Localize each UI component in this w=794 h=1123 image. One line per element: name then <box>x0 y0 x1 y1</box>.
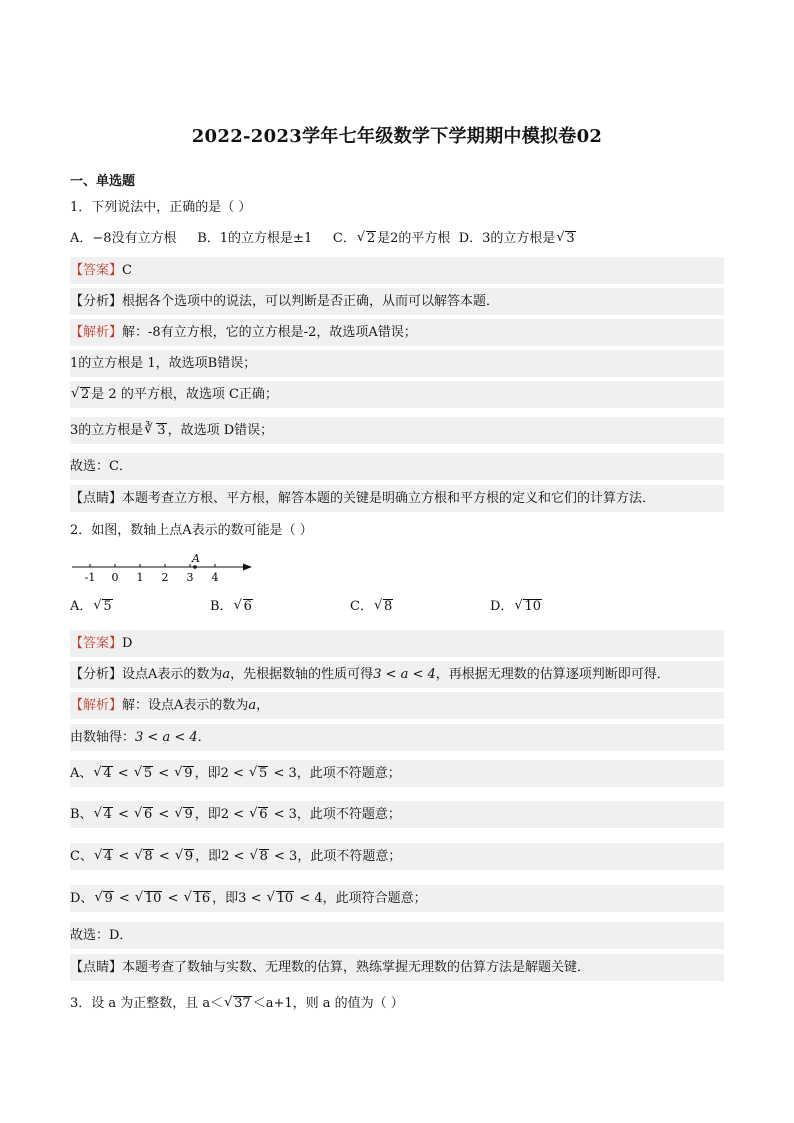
q1-answer: 【答案】C <box>70 257 724 284</box>
axis-tick-label: 0 <box>111 571 119 584</box>
axis-tick-label: 3 <box>186 571 194 584</box>
sqrt-symbol: √ 6 <box>249 801 268 828</box>
q2-row-d: D、√ 9 < √ 10 < √ 16 ，即3 < √ 10 < 4，此项符合题意； <box>70 885 724 912</box>
q2-options <box>70 593 724 620</box>
q2-option-c: C．√ 8 <box>350 593 490 620</box>
q1-option-a: A．−8没有立方根 <box>70 231 177 246</box>
q2-answer: 【答案】D <box>70 630 724 657</box>
section-heading: 一、单选题 <box>70 174 136 189</box>
q2-stem: 2．如图，数轴上点A表示的数可能是（ ） <box>70 523 313 538</box>
q1-options <box>70 225 724 252</box>
sqrt-symbol: √ 37 <box>224 990 252 1017</box>
sqrt-symbol: √ 9 <box>175 843 194 870</box>
q2-comment: 【点睛】本题考查了数轴与实数、无理数的估算，熟练掌握无理数的估算方法是解题关键． <box>70 954 724 981</box>
q2-row-c: C、√ 4 < √ 8 < √ 9 ，即2 < √ 8 < 3，此项不符题意； <box>70 843 724 870</box>
q1-option-b: B．1的立方根是±1 <box>197 231 313 246</box>
q2-analysis: 【分析】设点A表示的数为a，先根据数轴的性质可得3 < a < 4，再根据无理数的估算逐项判断即可得． <box>70 661 724 688</box>
sqrt-symbol: √ 4 <box>94 843 113 870</box>
sqrt-symbol: √ 6 <box>134 801 153 828</box>
sqrt-symbol: √ 9 <box>94 885 113 912</box>
q1-solution-line-1: 【解析】解：-8有立方根，它的立方根是-2，故选项A错误； <box>70 319 724 346</box>
axis-arrow-icon <box>243 564 252 571</box>
sqrt-symbol: √ 9 <box>174 760 193 787</box>
q3-stem: 3．设 a 为正整数，且 a＜√ 37 ＜a+1，则 a 的值为（ ） <box>70 990 724 1017</box>
q1-solution-line-3: √ 2 是 2 的平方根，故选项 C正确； <box>70 381 724 408</box>
sqrt-symbol: √ 6 <box>234 593 253 620</box>
q2-solution-line-1: 【解析】解：设点A表示的数为a， <box>70 692 724 719</box>
sqrt-symbol: √ 4 <box>94 801 113 828</box>
q1-stem: 1．下列说法中，正确的是（ ） <box>70 200 252 215</box>
sqrt-symbol: √ 2 <box>71 381 90 408</box>
axis-tick-label: 1 <box>136 571 144 584</box>
sqrt-symbol: √ 5 <box>93 593 112 620</box>
sqrt-symbol: √ 4 <box>93 760 112 787</box>
q1-option-d: D．3的立方根是√ 3 <box>459 231 577 246</box>
sqrt-symbol: √ 10 <box>514 593 542 620</box>
sqrt-symbol: √ 3 <box>556 225 575 252</box>
q1-comment: 【点睛】本题考查立方根、平方根，解答本题的关键是明确立方根和平方根的定义和它们的计算方法． <box>70 485 724 512</box>
q1-option-c: C．√ 2 是2的平方根 <box>333 231 451 246</box>
q2-option-b: B．√ 6 <box>210 593 350 620</box>
q1-solution-line-2: 1的立方根是 1，故选项B错误； <box>70 350 724 377</box>
sqrt-symbol: √ 5 <box>249 760 268 787</box>
q2-row-a: A、√ 4 < √ 5 < √ 9 ，即2 < √ 5 < 3，此项不符题意； <box>70 760 724 787</box>
sqrt-symbol: √ 10 <box>135 885 163 912</box>
q2-solution-line-2: 由数轴得：3 < a < 4． <box>70 724 724 751</box>
point-a-marker <box>193 565 197 569</box>
axis-tick-label: -1 <box>84 571 96 584</box>
q2-row-b: B、√ 4 < √ 6 < √ 9 ，即2 < √ 6 < 3，此项不符题意； <box>70 801 724 828</box>
sqrt-symbol: √ 5 <box>134 760 153 787</box>
q1-solution-line-4: 3的立方根是∛ 3 ，故选项 D错误； <box>70 417 724 444</box>
q2-option-d: D．√ 10 <box>490 593 630 620</box>
cube-root-symbol: ∛ 3 <box>144 417 166 444</box>
number-line <box>70 548 260 588</box>
q2-option-a: A．√ 5 <box>70 593 210 620</box>
axis-tick-label: 4 <box>211 571 219 584</box>
q2-solution-end: 故选：D． <box>70 922 724 949</box>
q1-solution-line-5: 故选：C． <box>70 453 724 480</box>
sqrt-symbol: √ 2 <box>357 225 376 252</box>
q1-analysis: 【分析】根据各个选项中的说法，可以判断是否正确，从而可以解答本题． <box>70 288 724 315</box>
sqrt-symbol: √ 16 <box>184 885 212 912</box>
sqrt-symbol: √ 8 <box>250 843 269 870</box>
point-a-label: A <box>192 552 200 565</box>
document-title: 2022-2023学年七年级数学下学期期中模拟卷02 <box>191 126 603 147</box>
sqrt-symbol: √ 9 <box>174 801 193 828</box>
sqrt-symbol: √ 10 <box>267 885 295 912</box>
sqrt-symbol: √ 8 <box>134 843 153 870</box>
sqrt-symbol: √ 8 <box>374 593 393 620</box>
axis-tick-label: 2 <box>161 571 169 584</box>
